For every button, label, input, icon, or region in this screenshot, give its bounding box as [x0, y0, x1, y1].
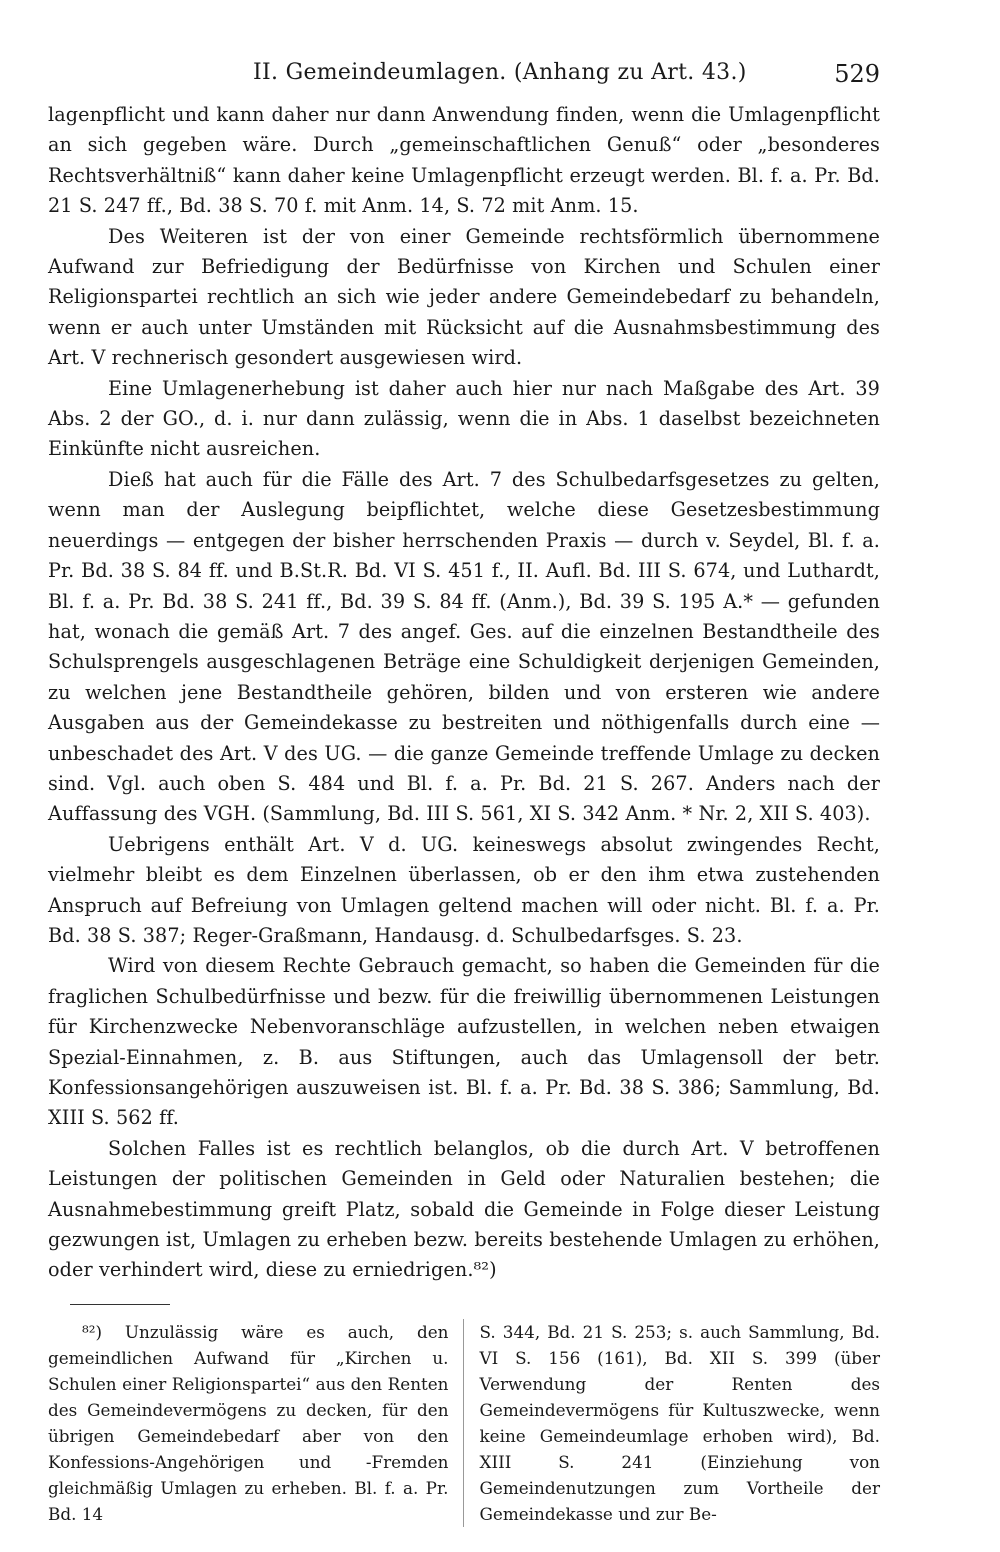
footnote-column-right — [464, 1319, 881, 1527]
footnote-82: ⁸²) Unzulässig wäre es auch, den gemeindlichen Aufwand für „Kirchen u. Schulen einer Religionspartei“ aus den Renten des Gemeindevermögens zu decken, für den übrigen Gemeindebedarf aber von den Konfessions-Angehörigen und -Fremden gleichmäßig Umlagen zu erheben. Bl. f. a. Pr. Bd. 14 — [48, 1321, 449, 1524]
paragraph: Wird von diesem Rechte Gebrauch gemacht, so haben die Gemeinden für die fraglichen Schulbedürfnisse und bezw. für die freiwillig übernommenen Leistungen für Kirchenzwecke Nebenvoranschläge aufzustellen, in welchen neben etwaigen Spezial-Einnahmen, z. B. aus Stiftungen, auch das Umlagensoll der betr. Konfessionsangehörigen auszuweisen ist. Bl. f. a. Pr. Bd. 38 S. 386; Sammlung, Bd. XIII S. 562 ff. — [48, 954, 880, 1130]
book-page — [48, 56, 880, 1527]
footnote-column-left — [48, 1319, 464, 1527]
paragraph: Solchen Falles ist es rechtlich belanglos, ob die durch Art. V betroffenen Leistungen der politischen Gemeinden in Geld oder Naturalien bestehen; die Ausnahmebestimmung greift Platz, sobald die Gemeinde in Folge dieser Leistung gezwungen ist, Umlagen zu erheben bezw. bereits bestehende Umlagen zu erhöhen, oder verhindert wird, diese zu erniedrigen.⁸²) — [48, 1136, 880, 1282]
paragraph: Uebrigens enthält Art. V d. UG. keineswegs absolut zwingendes Recht, vielmehr bleibt es dem Einzelnen überlassen, ob er den ihm etwa zustehenden Anspruch auf Befreiung von Umlagen geltend machen will oder nicht. Bl. f. a. Pr. Bd. 38 S. 387; Reger-Graßmann, Handausg. d. Schulbedarfsges. S. 23. — [48, 832, 880, 947]
paragraph-continued: lagenpflicht und kann daher nur dann Anwendung finden, wenn die Umlagenpflicht an sich gegeben wäre. Durch „gemeinschaftlichen Genuß“ oder „besonderes Rechtsverhältniß“ kann daher keine Umlagenpflicht erzeugt werden. Bl. f. a. Pr. Bd. 21 S. 247 ff., Bd. 38 S. 70 f. mit Anm. 14, S. 72 mit Anm. 15. — [48, 103, 880, 218]
paragraph: Des Weiteren ist der von einer Gemeinde rechtsförmlich übernommene Aufwand zur Befriedigung der Bedürfnisse von Kirchen und Schulen einer Religionspartei rechtlich an sich wie jeder andere Gemeindebedarf zu behandeln, wenn er auch unter Umständen mit Rücksicht auf die Ausnahmsbestimmung des Art. V rechnerisch gesondert ausgewiesen wird. — [48, 224, 880, 370]
footnotes — [48, 1319, 880, 1527]
page-number: 529 — [834, 60, 880, 88]
running-title: II. Gemeindeumlagen. (Anhang zu Art. 43.) — [253, 60, 747, 85]
page-header — [48, 56, 880, 100]
paragraph: Dieß hat auch für die Fälle des Art. 7 des Schulbedarfsgesetzes zu gelten, wenn man der Auslegung beipflichtet, welche diese Gesetzesbestimmung neuerdings — entgegen der bisher herrschenden Praxis — durch v. Seydel, Bl. f. a. Pr. Bd. 38 S. 84 ff. und B.St.R. Bd. VI S. 451 f., II. Aufl. Bd. III S. 674, und Luthardt, Bl. f. a. Pr. Bd. 38 S. 241 ff., Bd. 39 S. 84 ff. (Anm.), Bd. 39 S. 195 A.* — gefunden hat, wonach die gemäß Art. 7 des angef. Ges. auf die einzelnen Bestandtheile des Schulsprengels ausgeschlagenen Beträge eine Schuldigkeit derjenigen Gemeinden, zu welchen jene Bestandtheile gehören, bilden und von ersteren wie andere Ausgaben aus der Gemeindekasse zu bestreiten und nöthigenfalls durch eine — unbeschadet des Art. V des UG. — die ganze Gemeinde treffende Umlage zu decken sind. Vgl. auch oben S. 484 und Bl. f. a. Pr. Bd. 21 S. 267. Anders nach der Auffassung des VGH. (Sammlung, Bd. III S. 561, XI S. 342 Anm. * Nr. 2, XII S. 403). — [48, 467, 880, 826]
footnote-82-continued: S. 344, Bd. 21 S. 253; s. auch Sammlung, Bd. VI S. 156 (161), Bd. XII S. 399 (über Verwendung der Renten des Gemeindevermögens für Kultuszwecke, wenn keine Gemeindeumlage erhoben wird), Bd. XIII S. 241 (Einziehung von Gemeindenutzungen zum Vortheile der Gemeindekasse und zur Be- — [479, 1321, 880, 1524]
paragraph: Eine Umlagenerhebung ist daher auch hier nur nach Maßgabe des Art. 39 Abs. 2 der GO., d. i. nur dann zulässig, wenn die in Abs. 1 daselbst bezeichneten Einkünfte nicht ausreichen. — [48, 376, 880, 461]
main-text — [48, 100, 880, 1286]
footnote-divider — [70, 1304, 170, 1305]
